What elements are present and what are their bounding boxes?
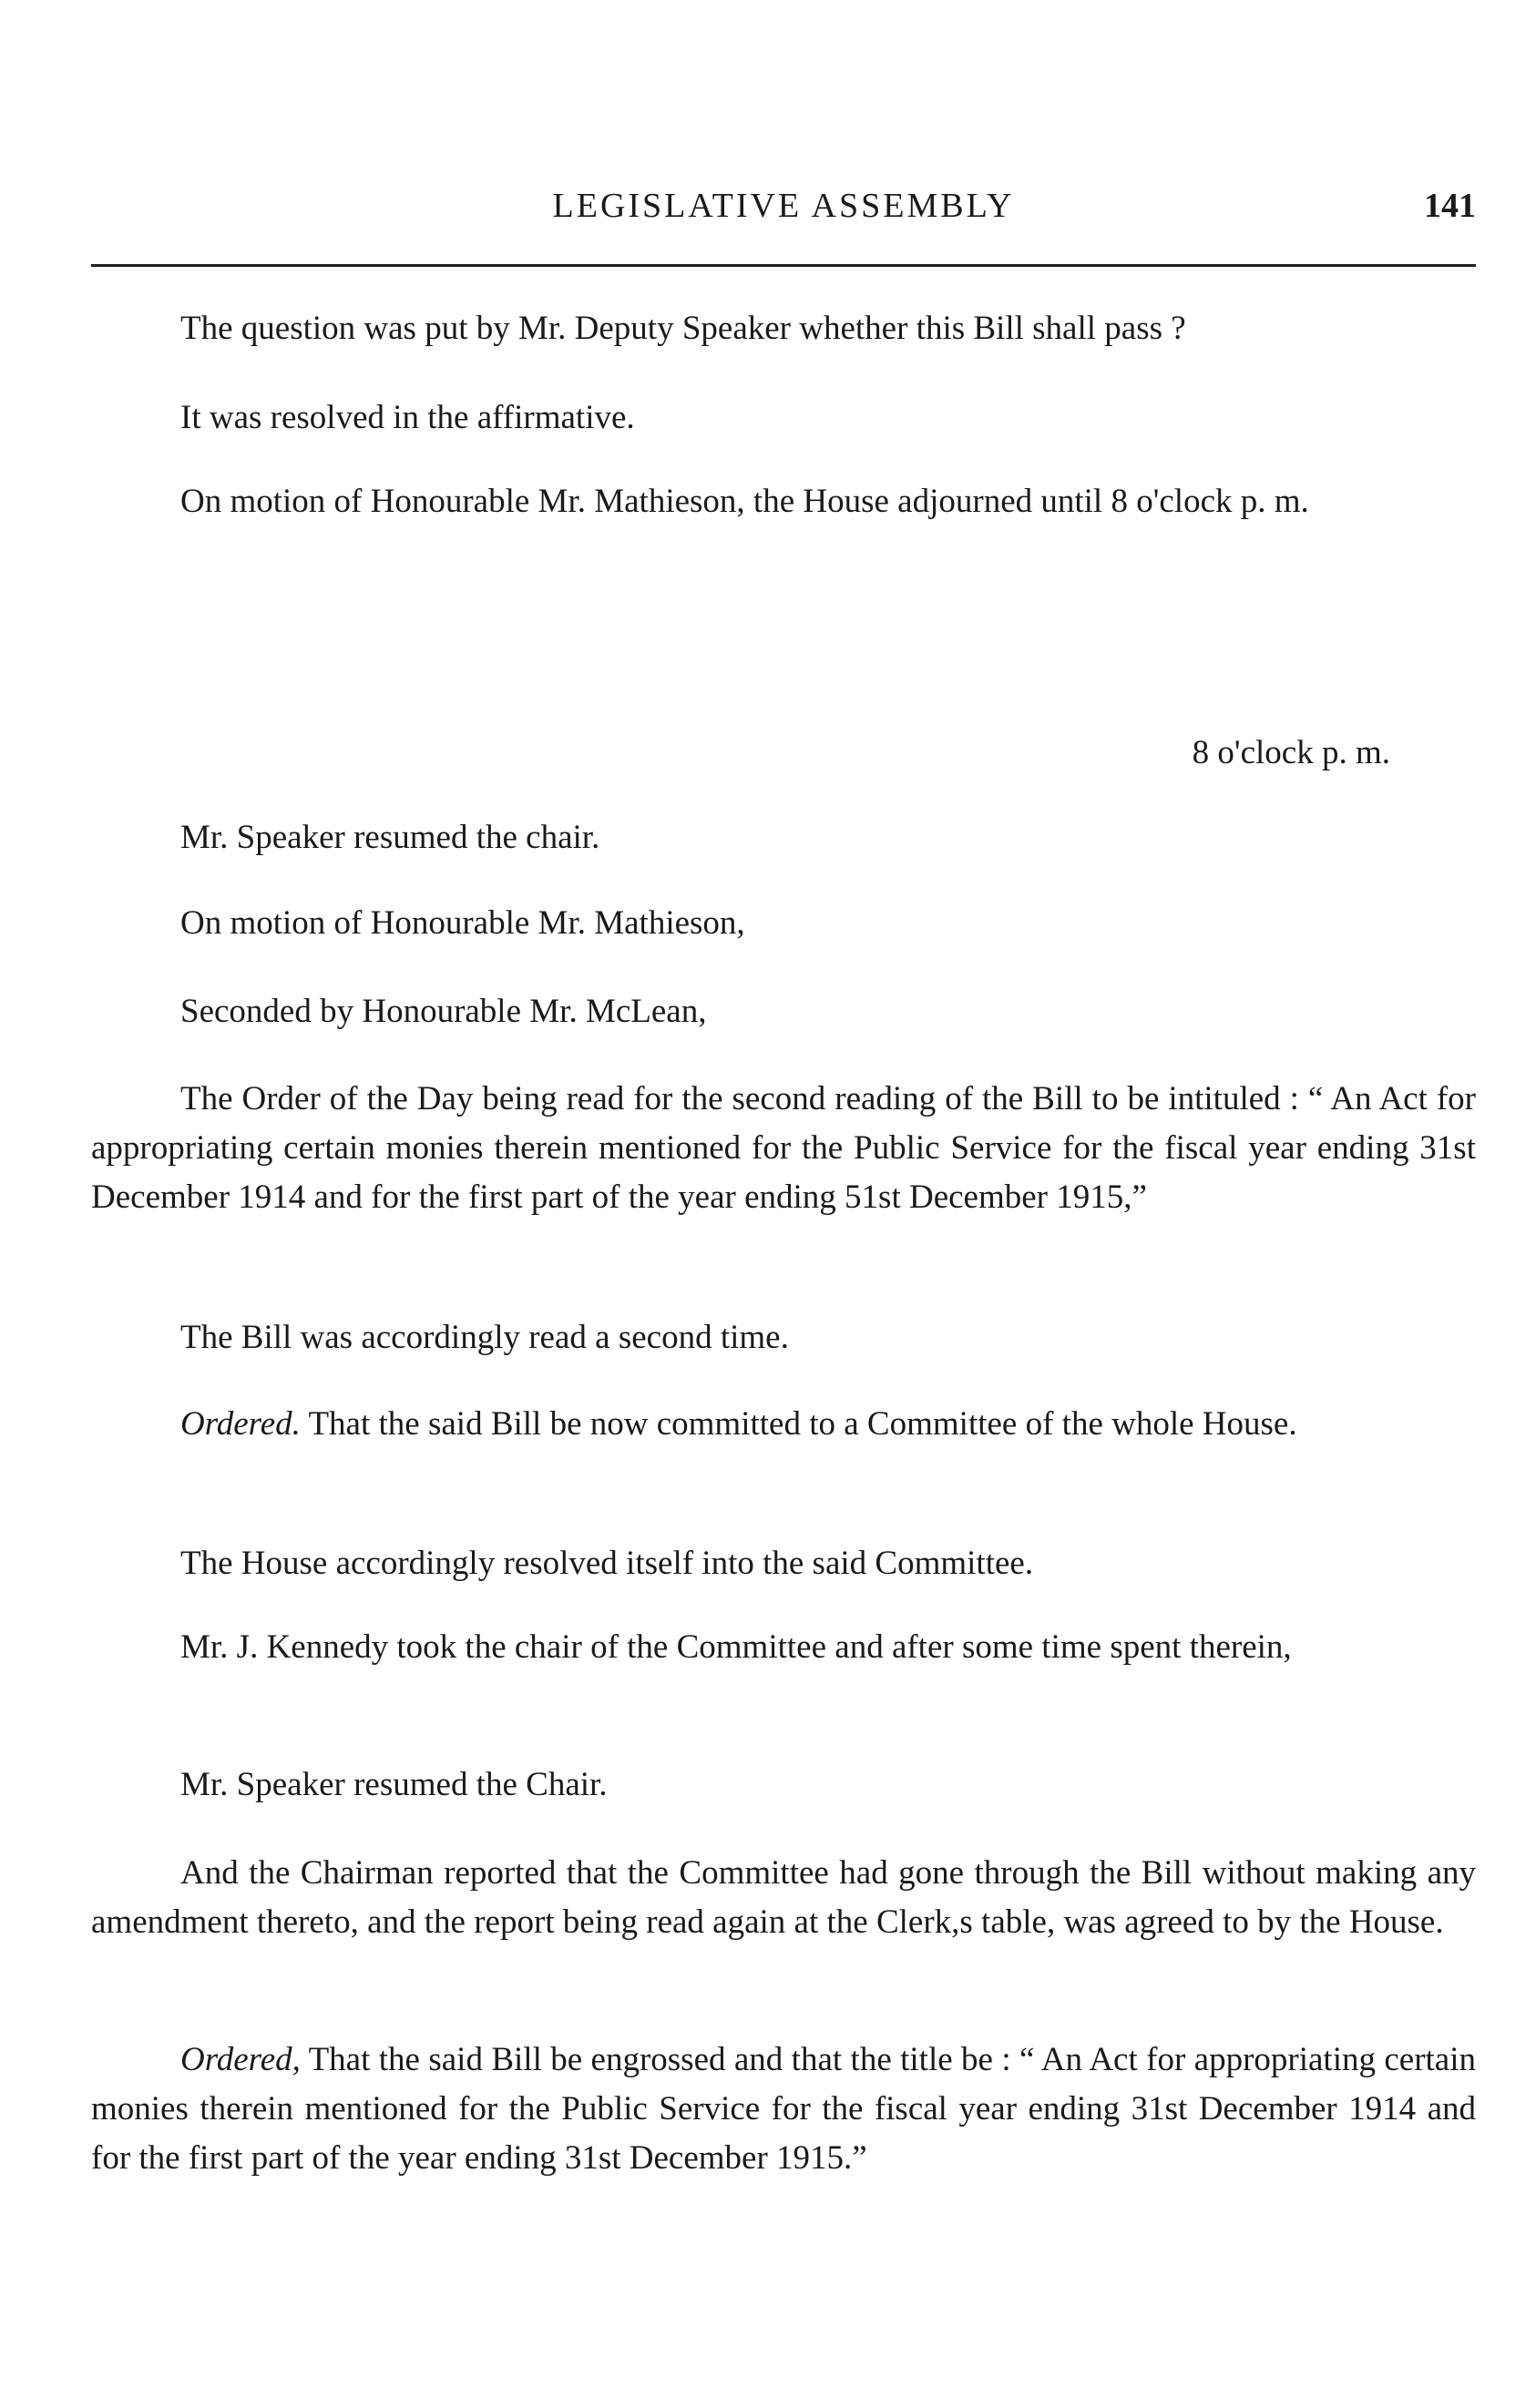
paragraph-seconded: Seconded by Honourable Mr. McLean, xyxy=(180,993,707,1030)
paragraph-kennedy-chair: Mr. J. Kennedy took the chair of the Committee and after some time spent therein, xyxy=(180,1628,1292,1666)
ordered-lead: Ordered, xyxy=(180,2041,301,2078)
paragraph-resolved-committee: The House accordingly resolved itself into the said Committee. xyxy=(180,1545,1034,1582)
paragraph-adjourned: On motion of Honourable Mr. Mathieson, the House adjourned until 8 o'clock p. m. xyxy=(180,483,1309,520)
paragraph-second-reading: The Bill was accordingly read a second time. xyxy=(180,1319,789,1356)
ordered-text: That the said Bill be now committed to a Committee of the whole House. xyxy=(300,1405,1297,1443)
page-header xyxy=(91,186,1476,231)
ordered-lead: Ordered. xyxy=(180,1405,301,1443)
paragraph-ordered-engrossed xyxy=(91,2036,1476,2183)
paragraph-ordered-committed xyxy=(91,1400,1476,1449)
paragraph-order-of-day: The Order of the Day being read for the second reading of the Bill to be intituled : “ An Act for appropriating certain monies therein mentioned for the Public Service for the fiscal year ending 31st December 1914 and for the first part of the year ending 51st December 1915,” xyxy=(91,1080,1476,1216)
paragraph-motion: On motion of Honourable Mr. Mathieson, xyxy=(180,904,745,942)
running-title: LEGISLATIVE ASSEMBLY xyxy=(552,187,1015,225)
paragraph-speaker-resumed-chair: Mr. Speaker resumed the Chair. xyxy=(180,1766,608,1803)
paragraph-chairman-reported: And the Chairman reported that the Committee had gone through the Bill without making any amendment thereto, and the report being read again at the Clerk,s table, was agreed to by the House. xyxy=(91,1854,1476,1941)
paragraph-resolved: It was resolved in the affirmative. xyxy=(180,399,635,436)
time-heading: 8 o'clock p. m. xyxy=(1192,734,1390,771)
page-number: 141 xyxy=(1424,187,1476,225)
header-rule xyxy=(91,264,1476,267)
ordered-text: That the said Bill be engrossed and that the title be : “ An Act for appropriating certain monies therein mentioned for the Public Service for the fiscal year ending 31st December 1914 and for the first part of the year ending 31st December 1915.” xyxy=(91,2041,1476,2177)
paragraph-question-put: The question was put by Mr. Deputy Speaker whether this Bill shall pass ? xyxy=(180,310,1186,347)
paragraph-speaker-resumed: Mr. Speaker resumed the chair. xyxy=(180,819,600,856)
